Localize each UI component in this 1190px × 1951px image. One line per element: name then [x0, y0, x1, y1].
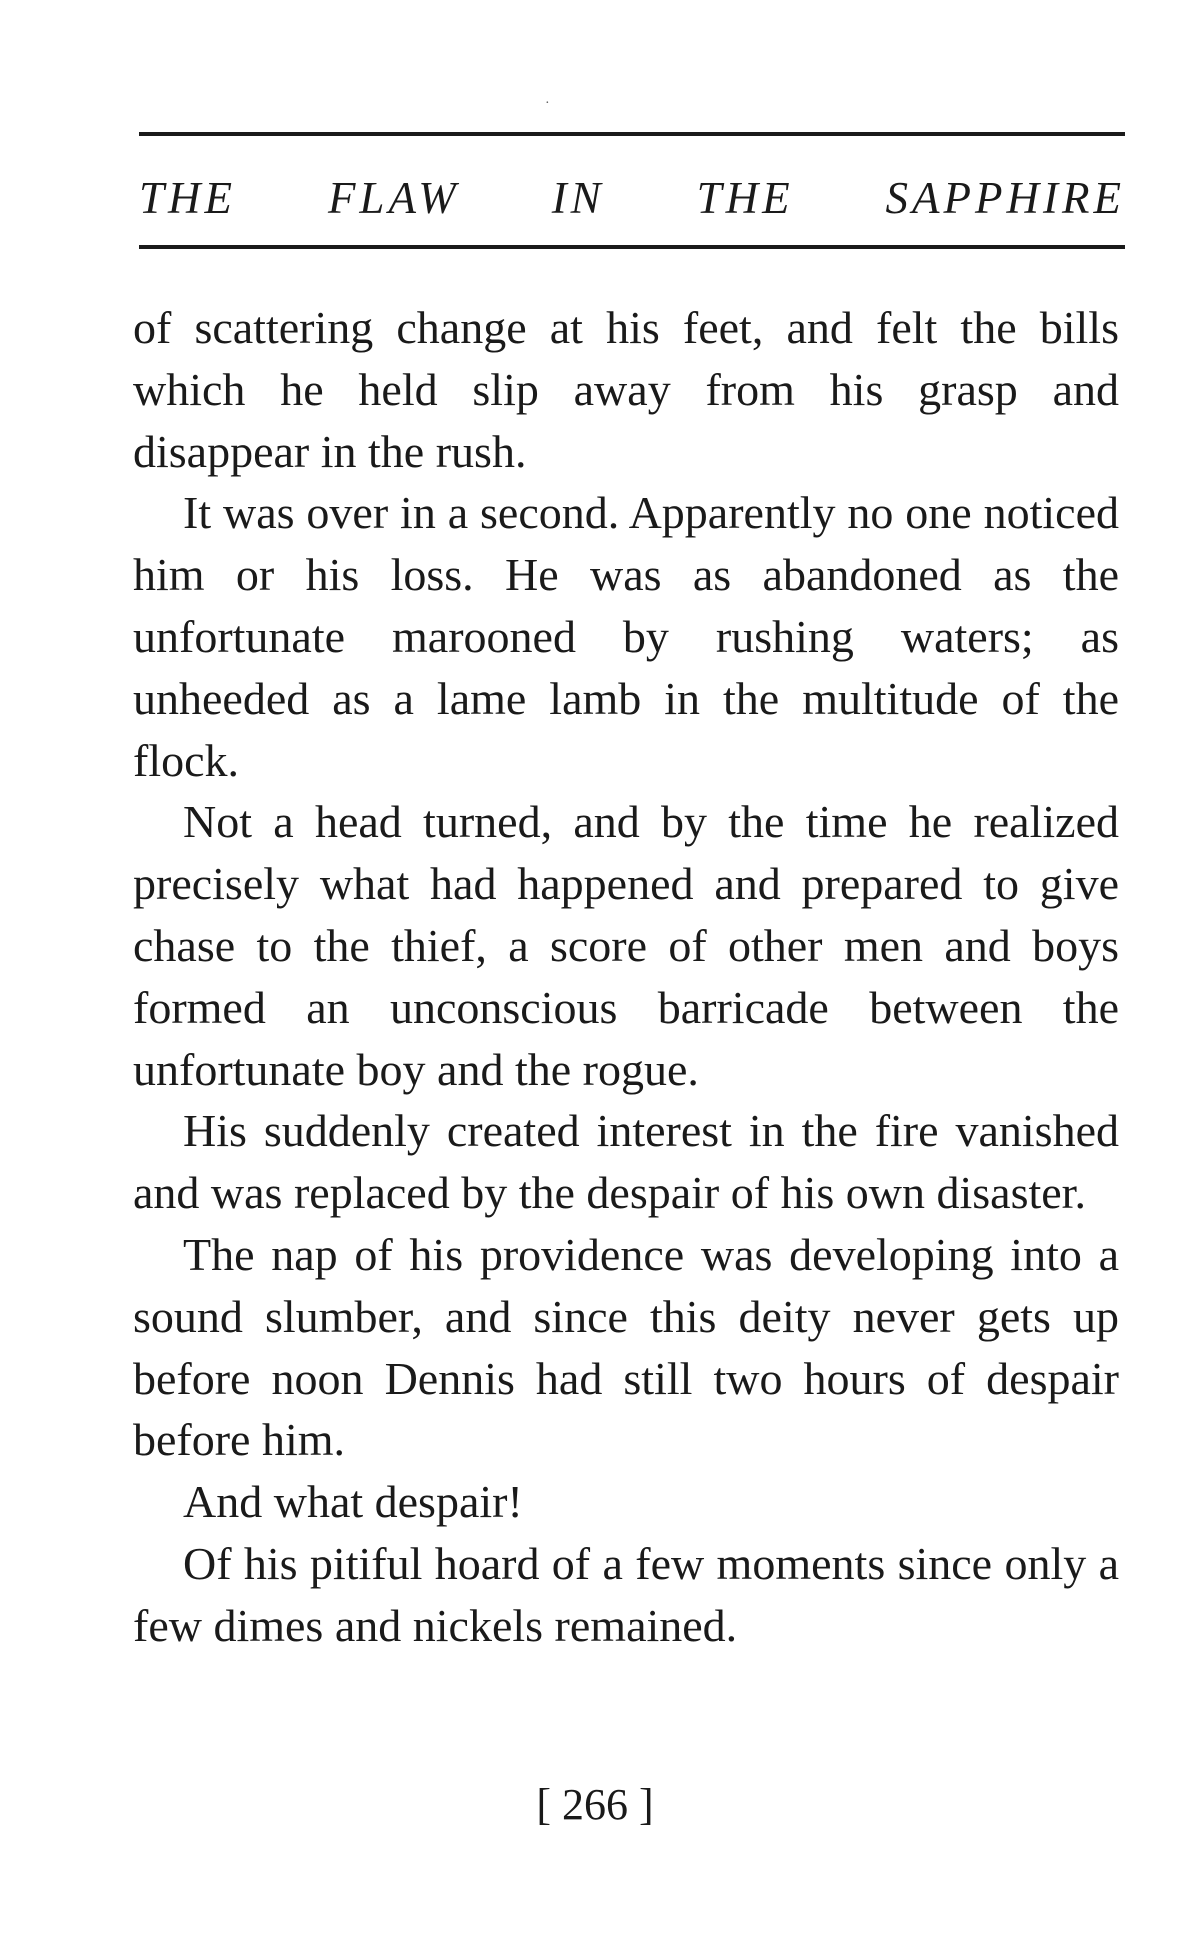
running-head: [139, 168, 1125, 228]
paragraph: Of his pitiful hoard of a few moments since only a few dimes and nickels remained.: [133, 1537, 1119, 1651]
print-speck: ·: [545, 96, 550, 111]
page-number: [ 266 ]: [536, 1780, 654, 1829]
body-text: [133, 297, 1119, 1657]
running-head-word: THE: [139, 173, 237, 223]
paragraph: of scattering change at his feet, and felt the bills which he held slip away from his grasp and disappear in the rush.: [133, 302, 1119, 477]
paragraph: His suddenly created interest in the fire vanished and was replaced by the despair of his own disaster.: [133, 1105, 1119, 1219]
running-head-word: SAPPHIRE: [885, 173, 1125, 223]
paragraph: It was over in a second. Apparently no one noticed him or his loss. He was as abandoned as the unfortunate marooned by rushing waters; as unheeded as a lame lamb in the multitude of the flock.: [133, 487, 1119, 786]
paragraph: The nap of his providence was developing into a sound slumber, and since this deity never gets up before noon Dennis had still two hours of despair before him.: [133, 1228, 1119, 1466]
paragraph: And what despair!: [183, 1476, 523, 1528]
paragraph: Not a head turned, and by the time he realized precisely what had happened and prepared to give chase to the thief, a score of other men and boys formed an unconscious barricade between the unfortunate boy and the rogue.: [133, 796, 1119, 1095]
header-rule-top: [139, 132, 1125, 136]
running-head-word: THE: [696, 173, 794, 223]
header-rule-bottom: [139, 245, 1125, 249]
running-head-word: IN: [551, 173, 605, 223]
running-head-word: FLAW: [327, 173, 460, 223]
